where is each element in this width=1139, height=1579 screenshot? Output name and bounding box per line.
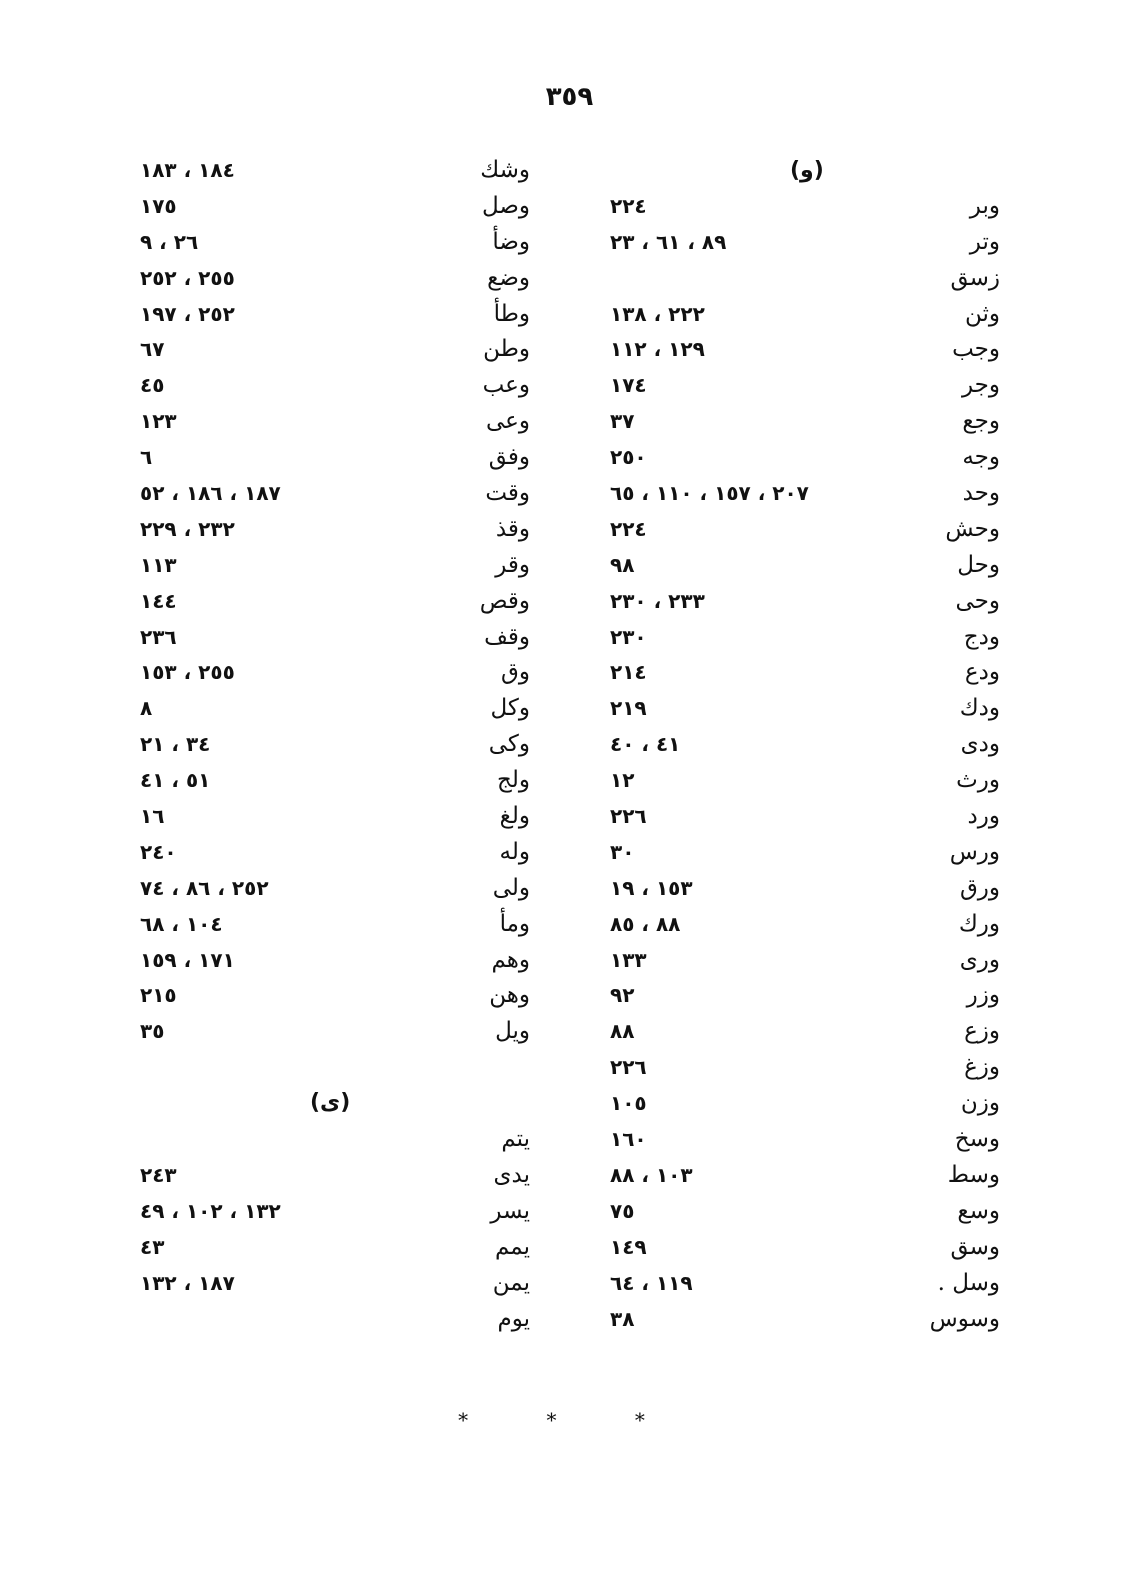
index-entry: [600, 1013, 1000, 1049]
entry-root-word: وثن: [964, 300, 1000, 327]
index-entry: [600, 942, 1000, 978]
entry-root-word: وبر: [969, 192, 1000, 219]
index-entry: [130, 834, 530, 870]
index-entry: [130, 619, 530, 655]
entry-page-refs: ٦: [140, 445, 153, 470]
index-entry: [130, 1013, 530, 1049]
entry-root-word: ورس: [949, 838, 1000, 865]
entry-root-word: وقف: [484, 623, 530, 650]
section-heading-waw: (و): [790, 158, 824, 183]
index-entry: [130, 224, 530, 260]
index-entry: [600, 367, 1000, 403]
index-entry: [130, 583, 530, 619]
entry-page-refs: ١٣٢ ، ١٠٢ ، ٤٩: [140, 1198, 281, 1223]
entry-root-word: يسر: [490, 1197, 530, 1224]
footer-ornament: * * *: [458, 1408, 681, 1432]
index-entry: [600, 152, 1000, 188]
entry-page-refs: ٢٥٠: [610, 445, 647, 470]
index-entry: [130, 870, 530, 906]
entry-page-refs: ٢١٩: [610, 696, 647, 721]
entry-page-refs: ٢٠٧ ، ١٥٧ ، ١١٠ ، ٦٥: [610, 481, 809, 506]
entry-page-refs: ٨٩ ، ٦١ ، ٢٣: [610, 229, 727, 254]
entry-page-refs: ٣٤ ، ٢١: [140, 732, 211, 757]
entry-page-refs: ١١٣: [140, 552, 177, 577]
entry-page-refs: ٢٦ ، ٩: [140, 229, 199, 254]
entry-page-refs: ٢٤٣: [140, 1162, 177, 1187]
entry-root-word: ورق: [959, 874, 1000, 901]
index-entry: [600, 1265, 1000, 1301]
entry-root-word: ويل: [495, 1018, 530, 1045]
entry-root-word: وقر: [495, 551, 530, 578]
entry-root-word: وقت: [485, 480, 530, 507]
entry-root-word: وقص: [479, 587, 530, 614]
entry-root-word: وسق: [950, 1233, 1000, 1260]
entry-page-refs: ٤١ ، ٤٠: [610, 732, 681, 757]
entry-root-word: ولى: [492, 874, 530, 901]
index-entry: [600, 690, 1000, 726]
entry-root-word: وفق: [488, 444, 530, 471]
index-entry: [130, 1265, 530, 1301]
entry-root-word: وسع: [957, 1197, 1000, 1224]
index-entry: [600, 1157, 1000, 1193]
index-entry: [600, 583, 1000, 619]
entry-root-word: ودى: [960, 731, 1000, 758]
section-heading-ya: (ى): [310, 1090, 351, 1115]
index-entry: [130, 547, 530, 583]
entry-page-refs: ٩٢: [610, 983, 635, 1008]
index-entry: [130, 798, 530, 834]
entry-root-word: وق: [501, 659, 530, 686]
entry-page-refs: ١٨٧ ، ١٣٢: [140, 1270, 235, 1295]
entry-page-refs: ١٠٥: [610, 1091, 647, 1116]
entry-root-word: وصل: [481, 192, 530, 219]
entry-root-word: وسط: [947, 1161, 1000, 1188]
entry-root-word: وكل: [490, 695, 530, 722]
entry-page-refs: ١٢٩ ، ١١٢: [610, 337, 705, 362]
entry-page-refs: ٢٢٢ ، ١٣٨: [610, 301, 705, 326]
index-entry: [130, 367, 530, 403]
entry-root-word: وجه: [962, 444, 1000, 471]
entry-page-refs: ٢٥٥ ، ٢٥٢: [140, 265, 235, 290]
entry-root-word: وحد: [962, 480, 1000, 507]
index-entry: [600, 654, 1000, 690]
entry-page-refs: ١٨٧ ، ١٨٦ ، ٥٢: [140, 481, 281, 506]
entry-root-word: وتر: [969, 228, 1000, 255]
entry-root-word: ورث: [956, 767, 1000, 794]
entry-root-word: ودك: [959, 695, 1000, 722]
entry-root-word: يدى: [493, 1161, 530, 1188]
index-entry: [600, 1121, 1000, 1157]
entry-page-refs: ٢٢٦: [610, 804, 647, 829]
index-entry: [600, 1049, 1000, 1085]
entry-page-refs: ١٤٤: [140, 588, 177, 613]
index-entry: [130, 977, 530, 1013]
entry-page-refs: ٣٧: [610, 409, 635, 434]
entry-root-word: ولغ: [499, 803, 530, 830]
entry-page-refs: ٥١ ، ٤١: [140, 768, 211, 793]
entry-root-word: وزن: [960, 1090, 1000, 1117]
index-entry: [600, 870, 1000, 906]
entry-page-refs: ١٧٥: [140, 193, 177, 218]
entry-page-refs: ٢٢٦: [610, 1055, 647, 1080]
entry-root-word: وحى: [955, 587, 1000, 614]
entry-page-refs: ٣٠: [610, 839, 635, 864]
index-entry: [600, 762, 1000, 798]
entry-page-refs: ٣٨: [610, 1306, 635, 1331]
entry-page-refs: ٤٣: [140, 1234, 165, 1259]
entry-page-refs: ٢١٥: [140, 983, 177, 1008]
index-entry: [130, 654, 530, 690]
index-entry: [600, 834, 1000, 870]
entry-page-refs: ١٣٣: [610, 947, 647, 972]
entry-root-word: ودج: [963, 623, 1000, 650]
index-entry: [130, 152, 530, 188]
index-entry: [130, 260, 530, 296]
index-entry: [130, 942, 530, 978]
entry-page-refs: ١٠٣ ، ٨٨: [610, 1162, 693, 1187]
entry-page-refs: ٢٢٤: [610, 193, 647, 218]
entry-page-refs: ١٧٤: [610, 373, 647, 398]
entry-page-refs: ٩٨: [610, 552, 635, 577]
entry-root-word: وطأ: [493, 300, 530, 327]
index-entry: [130, 1193, 530, 1229]
entry-root-word: يمن: [492, 1269, 530, 1296]
entry-root-word: ودع: [964, 659, 1000, 686]
index-entry: [600, 726, 1000, 762]
entry-root-word: وطن: [483, 336, 530, 363]
entry-page-refs: ١٦٠: [610, 1127, 647, 1152]
index-entry: [600, 439, 1000, 475]
entry-page-refs: ٨: [140, 696, 153, 721]
entry-page-refs: ٢٤٠: [140, 839, 177, 864]
entry-root-word: ولج: [497, 767, 530, 794]
entry-root-word: وزغ: [964, 1054, 1000, 1081]
entry-root-word: يتم: [501, 1126, 530, 1153]
index-entry: [130, 1085, 530, 1121]
index-entry: [130, 1301, 530, 1337]
entry-root-word: ورك: [958, 910, 1000, 937]
index-column-left: [130, 152, 530, 1336]
index-entry: [130, 690, 530, 726]
entry-page-refs: ٢٣٠: [610, 624, 647, 649]
entry-page-refs: ٨٨: [610, 1019, 635, 1044]
entry-root-word: وهم: [491, 946, 530, 973]
index-entry: [600, 260, 1000, 296]
entry-root-word: ورى: [959, 946, 1000, 973]
index-entry: [600, 188, 1000, 224]
index-entry: [130, 475, 530, 511]
index-entry: [130, 1157, 530, 1193]
index-entry: [600, 1085, 1000, 1121]
entry-root-word: وقذ: [495, 515, 530, 542]
index-entry: [130, 403, 530, 439]
entry-page-refs: ٢٥٢ ، ١٩٧: [140, 301, 235, 326]
index-entry: [600, 296, 1000, 332]
entry-page-refs: ٤٥: [140, 373, 165, 398]
entry-page-refs: ١١٩ ، ٦٤: [610, 1270, 693, 1295]
index-entry: [130, 188, 530, 224]
index-entry: [130, 511, 530, 547]
index-entry: [130, 331, 530, 367]
entry-root-word: وكى: [488, 731, 530, 758]
entry-root-word: وزر: [966, 982, 1000, 1009]
index-entry: [130, 439, 530, 475]
entry-page-refs: ١٦: [140, 804, 165, 829]
entry-page-refs: ٢٥٢ ، ٨٦ ، ٧٤: [140, 875, 269, 900]
index-entry: [600, 403, 1000, 439]
index-entry: [130, 762, 530, 798]
entry-root-word: وحش: [945, 515, 1000, 542]
entry-root-word: وجر: [961, 372, 1000, 399]
entry-page-refs: ١٢٣: [140, 409, 177, 434]
entry-root-word: وشك: [480, 157, 530, 183]
entry-page-refs: ١٢: [610, 768, 635, 793]
index-entry: [130, 296, 530, 332]
entry-page-refs: ٣٥: [140, 1019, 165, 1044]
entry-page-refs: ٢٣٣ ، ٢٣٠: [610, 588, 705, 613]
index-entry: [130, 1229, 530, 1265]
entry-page-refs: ٨٨ ، ٨٥: [610, 911, 681, 936]
entry-page-refs: ٢١٤: [610, 660, 647, 685]
entry-page-refs: ٧٥: [610, 1198, 635, 1223]
index-entry: [600, 475, 1000, 511]
entry-root-word: وله: [499, 838, 530, 865]
page-number: ٣٥٩: [545, 82, 594, 112]
index-entry: [600, 977, 1000, 1013]
entry-page-refs: ٢٣٦: [140, 624, 177, 649]
entry-root-word: وعى: [485, 408, 530, 435]
entry-root-word: يوم: [497, 1305, 530, 1332]
index-entry: [600, 619, 1000, 655]
entry-page-refs: ١٠٤ ، ٦٨: [140, 911, 223, 936]
entry-root-word: وضأ: [492, 228, 530, 255]
index-entry: [600, 798, 1000, 834]
entry-root-word: وسخ: [954, 1126, 1000, 1153]
entry-page-refs: ١٨٤ ، ١٨٣: [140, 158, 235, 182]
entry-page-refs: ٢٣٢ ، ٢٢٩: [140, 516, 235, 541]
entry-page-refs: ٦٧: [140, 337, 165, 362]
index-entry: [130, 726, 530, 762]
entry-root-word: ورد: [967, 803, 1000, 830]
index-entry: [600, 511, 1000, 547]
index-entry: [600, 1193, 1000, 1229]
entry-page-refs: ١٤٩: [610, 1234, 647, 1259]
entry-root-word: وهن: [489, 982, 530, 1009]
index-entry: [130, 1049, 530, 1085]
entry-root-word: وجب: [952, 336, 1000, 363]
entry-root-word: وجع: [962, 408, 1000, 435]
entry-page-refs: ١٥٣ ، ١٩: [610, 875, 693, 900]
index-entry: [600, 906, 1000, 942]
index-entry: [600, 224, 1000, 260]
entry-root-word: وسل .: [937, 1269, 1000, 1296]
entry-page-refs: ٢٢٤: [610, 516, 647, 541]
entry-root-word: يمم: [494, 1233, 530, 1260]
entry-root-word: وضع: [487, 264, 530, 291]
entry-root-word: وعب: [482, 372, 530, 399]
index-entry: [130, 906, 530, 942]
entry-root-word: زسق: [950, 264, 1000, 291]
index-entry: [130, 1121, 530, 1157]
entry-root-word: وحل: [957, 551, 1000, 578]
index-entry: [600, 547, 1000, 583]
entry-root-word: ومأ: [499, 910, 530, 937]
index-column-right: [600, 152, 1000, 1336]
entry-page-refs: ١٧١ ، ١٥٩: [140, 947, 235, 972]
index-entry: [600, 331, 1000, 367]
entry-root-word: وسوس: [929, 1305, 1000, 1332]
index-entry: [600, 1301, 1000, 1337]
entry-page-refs: ٢٥٥ ، ١٥٣: [140, 660, 235, 685]
index-entry: [600, 1229, 1000, 1265]
entry-root-word: وزع: [964, 1018, 1000, 1045]
